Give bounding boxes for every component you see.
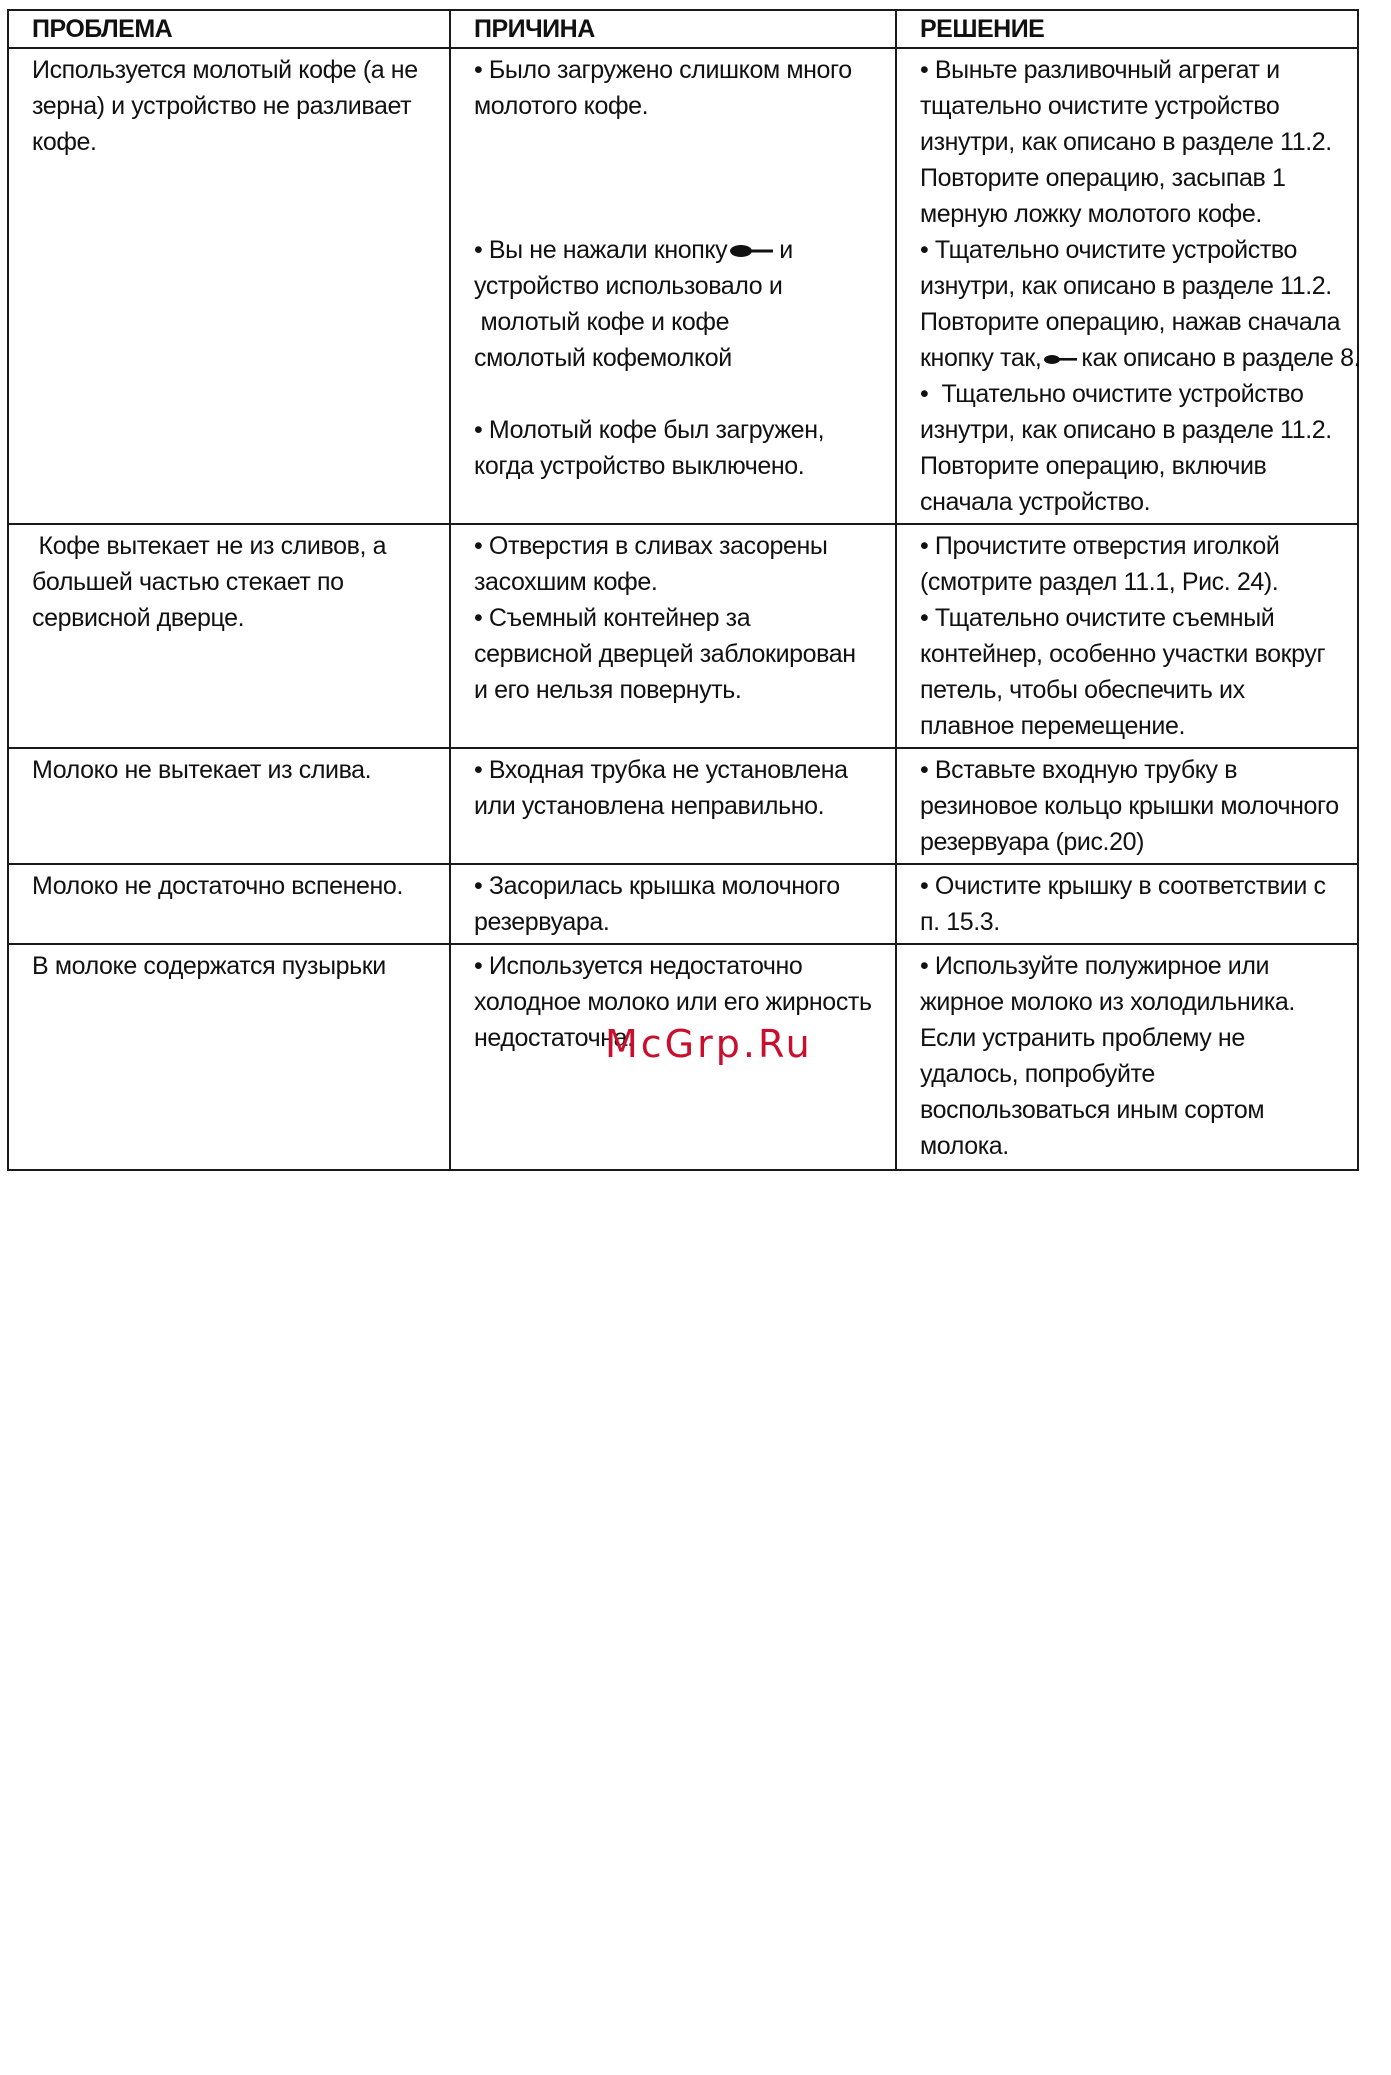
text-line: жирное молоко из холодильника.: [920, 988, 1295, 1016]
text-line: и его нельзя повернуть.: [474, 676, 742, 704]
text-line: • Съемный контейнер за: [474, 604, 751, 632]
text-line: засохшим кофе.: [474, 568, 658, 596]
text-line: • Отверстия в сливах засорены: [474, 532, 828, 560]
text-line: устройство использовало и: [474, 272, 783, 300]
table-row: [8, 748, 1358, 864]
text-line: • Вставьте входную трубку в: [920, 756, 1238, 784]
text-line: резиновое кольцо крышки молочного: [920, 792, 1339, 820]
text-line: петель, чтобы обеспечить их: [920, 676, 1245, 704]
text-line: Повторите операцию, включив: [920, 452, 1267, 480]
troubleshooting-table: [7, 9, 1359, 1171]
text-line: сначала устройство.: [920, 488, 1151, 516]
text-line: изнутри, как описано в разделе 11.2.: [920, 128, 1332, 156]
text-line: молотого кофе.: [474, 92, 649, 120]
text-line: • Молотый кофе был загружен,: [474, 416, 825, 444]
text-fragment: кнопку так,: [920, 344, 1042, 372]
text-line: контейнер, особенно участки вокруг: [920, 640, 1326, 668]
text-line: Молоко не достаточно вспенено.: [32, 872, 403, 900]
text-line: воспользоваться иным сортом: [920, 1096, 1265, 1124]
text-line: когда устройство выключено.: [474, 452, 805, 480]
text-line: кофе.: [32, 128, 97, 156]
text-line: резервуара (рис.20): [920, 828, 1145, 856]
text-line: молока.: [920, 1132, 1009, 1160]
text-line: • Было загружено слишком много: [474, 56, 852, 84]
watermark: McGrp.Ru: [605, 1022, 813, 1066]
text-line: • Используется недостаточно: [474, 952, 803, 980]
cell-problem: [8, 748, 450, 864]
text-line: В молоке содержатся пузырьки: [32, 952, 386, 980]
cell-problem: [8, 944, 450, 1170]
text-fragment: и: [779, 236, 793, 264]
cell-cause: [450, 748, 896, 864]
text-line: • Очистите крышку в соответствии с: [920, 872, 1326, 900]
text-line: п. 15.3.: [920, 908, 1000, 936]
table-row: [8, 524, 1358, 748]
text-line: • Выньте разливочный агрегат и: [920, 56, 1280, 84]
cell-problem: [8, 524, 450, 748]
text-line: • Тщательно очистите съемный: [920, 604, 1275, 632]
text-line: Повторите операцию, нажав сначала: [920, 308, 1341, 336]
text-line: смолотый кофемолкой: [474, 344, 732, 372]
text-line: холодное молоко или его жирность: [474, 988, 872, 1016]
text-line: или установлена неправильно.: [474, 792, 825, 820]
text-line: большей частью стекает по: [32, 568, 344, 596]
text-line: • Засорилась крышка молочного: [474, 872, 840, 900]
text-line: плавное перемещение.: [920, 712, 1186, 740]
text-line: • Используйте полужирное или: [920, 952, 1270, 980]
text-line: Молоко не вытекает из слива.: [32, 756, 372, 784]
cell-solution: [896, 48, 1361, 524]
table-row: [8, 864, 1358, 944]
cell-solution: [896, 944, 1358, 1170]
text-line: изнутри, как описано в разделе 11.2.: [920, 272, 1332, 300]
spoon-icon: [1043, 353, 1079, 366]
text-line: Используется молотый кофе (а не: [32, 56, 418, 84]
text-line: молотый кофе и кофе: [474, 308, 730, 336]
text-line: недостаточна.: [474, 1024, 634, 1052]
cell-problem: [8, 48, 450, 524]
text-line: [920, 340, 1361, 376]
text-line: • Прочистите отверстия иголкой: [920, 532, 1280, 560]
cell-solution: [896, 864, 1358, 944]
text-fragment: • Вы не нажали кнопку: [474, 236, 728, 264]
text-line: удалось, попробуйте: [920, 1060, 1155, 1088]
cell-solution: [896, 524, 1358, 748]
cell-problem: [8, 864, 450, 944]
table-row: [8, 48, 1358, 524]
text-line: Если устранить проблему не: [920, 1024, 1245, 1052]
cell-solution: [896, 748, 1358, 864]
text-line: Повторите операцию, засыпав 1: [920, 164, 1286, 192]
text-line: сервисной дверцей заблокирован: [474, 640, 856, 668]
text-line: Кофе вытекает не из сливов, а: [32, 532, 387, 560]
cell-cause: [450, 864, 896, 944]
spacer: [474, 376, 891, 412]
spoon-icon: [729, 243, 777, 259]
text-fragment: как описано в разделе 8.: [1081, 344, 1361, 372]
header-cause: ПРИЧИНА: [450, 10, 896, 48]
header-solution: РЕШЕНИЕ: [896, 10, 1358, 48]
text-line: сервисной дверце.: [32, 604, 245, 632]
text-line: зерна) и устройство не разливает: [32, 92, 412, 120]
text-line: (смотрите раздел 11.1, Рис. 24).: [920, 568, 1279, 596]
header-problem: ПРОБЛЕМА: [8, 10, 450, 48]
text-line: • Входная трубка не установлена: [474, 756, 848, 784]
cell-cause: [450, 524, 896, 748]
text-line: • Тщательно очистите устройство: [920, 380, 1304, 408]
spacer: [474, 196, 891, 232]
text-line: мерную ложку молотого кофе.: [920, 200, 1262, 228]
text-line: • Тщательно очистите устройство: [920, 236, 1297, 264]
text-line: изнутри, как описано в разделе 11.2.: [920, 416, 1332, 444]
cell-cause: [450, 48, 896, 524]
text-line: тщательно очистите устройство: [920, 92, 1280, 120]
header-row: [8, 10, 1358, 48]
text-line: [474, 232, 891, 268]
spacer: [474, 124, 891, 196]
text-line: резервуара.: [474, 908, 610, 936]
